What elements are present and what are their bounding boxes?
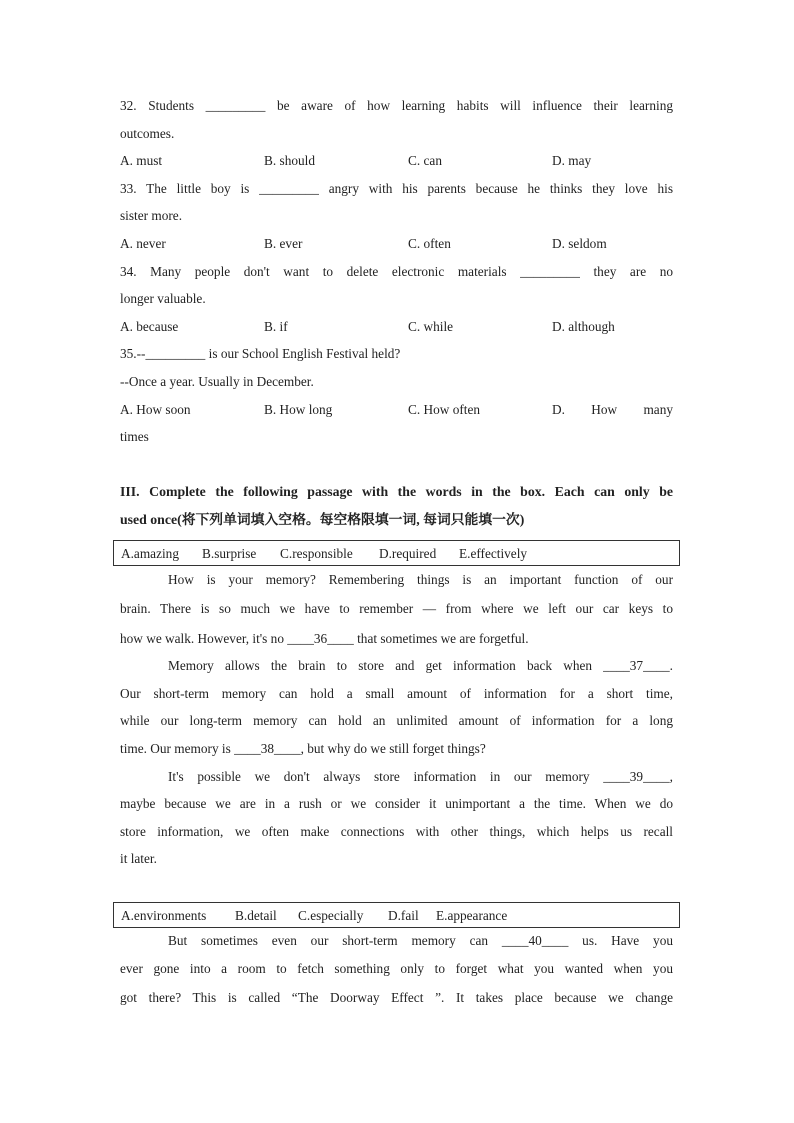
q32-option-a: A. must (120, 153, 163, 168)
q34-option-d: D. although (552, 319, 615, 334)
word-box-2-item-e: E.appearance (436, 908, 508, 923)
q32-stem-line2: outcomes. (120, 126, 175, 141)
para2-line1: Memory allows the brain to store and get information back when ____37____. (168, 658, 673, 673)
q35-option-d: D. How many (552, 402, 673, 417)
q34-option-c: C. while (408, 319, 454, 334)
q35-stem-line1: 35.--_________ is our School English Festival held? (120, 346, 401, 361)
q35-option-c: C. How often (408, 402, 481, 417)
q33-option-d: D. seldom (552, 236, 607, 251)
para4-line2: ever gone into a room to fetch something only to forget what you wanted when you (120, 961, 673, 976)
q33-option-a: A. never (120, 236, 166, 251)
q33-option-c: C. often (408, 236, 451, 251)
word-box-1-item-b: B.surprise (202, 546, 257, 561)
para1-line3: how we walk. However, it's no ____36____ that sometimes we are forgetful. (120, 631, 529, 646)
q33-stem-line2: sister more. (120, 208, 183, 223)
q32-option-d: D. may (552, 153, 592, 168)
para4-line1: But sometimes even our short-term memory can ____40____ us. Have you (168, 933, 673, 948)
q35-stem-line2: --Once a year. Usually in December. (120, 374, 314, 389)
para3-line2: maybe because we are in a rush or we consider it unimportant a the time. When we do (120, 796, 673, 811)
para3-line1: It's possible we don't always store information in our memory ____39____, (168, 769, 673, 784)
word-box-2-item-a: A.environments (121, 908, 207, 923)
word-box-1-item-d: D.required (379, 546, 437, 561)
para2-line2: Our short-term memory can hold a small amount of information for a short time, (120, 686, 673, 701)
word-box-2-item-b: B.detail (235, 908, 277, 923)
para4-line3: got there? This is called “The Doorway Effect ”. It takes place because we change (120, 990, 673, 1005)
q35-option-b: B. How long (264, 402, 333, 417)
q35-option-d-tail: times (120, 429, 149, 444)
q32-option-b: B. should (264, 153, 315, 168)
para2-line3: while our long-term memory can hold an unlimited amount of information for a long (120, 713, 673, 728)
para3-line4: it later. (120, 851, 157, 866)
word-box-1 (113, 540, 680, 566)
para1-line1: How is your memory? Remembering things is an important function of our (168, 572, 673, 587)
q33-stem-line1: 33. The little boy is _________ angry with his parents because he thinks they love his (120, 181, 673, 196)
q34-option-a: A. because (120, 319, 179, 334)
section-3-heading-line2: used once(将下列单词填入空格。每空格限填一词, 每词只能填一次) (120, 512, 525, 527)
section-3-heading-line1: III. Complete the following passage with the words in the box. Each can only be (120, 484, 673, 499)
q32-stem-line1: 32. Students _________ be aware of how learning habits will influence their learning (120, 98, 673, 113)
q34-stem-line2: longer valuable. (120, 291, 206, 306)
q32-option-c: C. can (408, 153, 442, 168)
para2-line4: time. Our memory is ____38____, but why do we still forget things? (120, 741, 486, 756)
q35-option-a: A. How soon (120, 402, 191, 417)
word-box-2-item-c: C.especially (298, 908, 364, 923)
word-box-1-item-c: C.responsible (280, 546, 353, 561)
para3-line3: store information, we often make connections with other things, which helps us recall (120, 824, 673, 839)
word-box-1-item-a: A.amazing (121, 546, 179, 561)
word-box-1-item-e: E.effectively (459, 546, 528, 561)
q34-option-b: B. if (264, 319, 288, 334)
q33-option-b: B. ever (264, 236, 303, 251)
word-box-2-item-d: D.fail (388, 908, 419, 923)
para1-line2: brain. There is so much we have to remember — from where we left our car keys to (120, 601, 673, 616)
q34-stem-line1: 34. Many people don't want to delete electronic materials _________ they are no (120, 264, 673, 279)
word-box-2 (113, 902, 680, 928)
